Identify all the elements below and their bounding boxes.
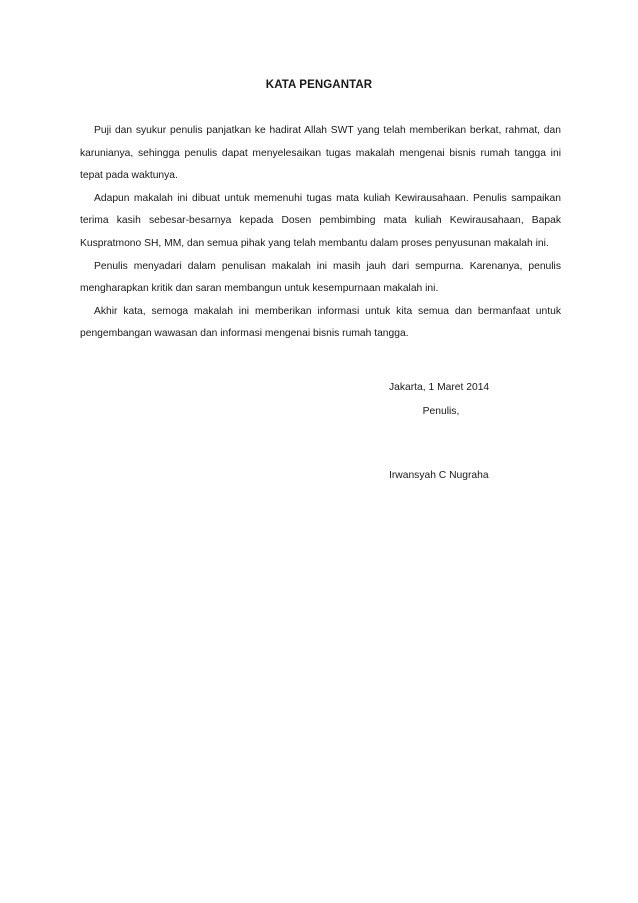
- place-date: Jakarta, 1 Maret 2014: [389, 382, 490, 393]
- signoff: Penulis,: [422, 406, 460, 417]
- body-text: [80, 120, 561, 346]
- signer-name: Irwansyah C Nugraha: [389, 470, 489, 481]
- paragraph-3: Penulis menyadari dalam penulisan makalah ini masih jauh dari sempurna. Karenanya, penulis mengharapkan kritik dan saran membangun untuk kesempurnaan makalah ini.: [80, 260, 561, 295]
- paragraph-4: Akhir kata, semoga makalah ini memberikan informasi untuk kita semua dan bermanfaat untuk pengembangan wawasan dan informasi mengenai bisnis rumah tangga.: [80, 305, 561, 340]
- paragraph-1: Puji dan syukur penulis panjatkan ke hadirat Allah SWT yang telah memberikan berkat, rahmat, dan karunianya, sehingga penulis dapat menyelesaikan tugas makalah mengenai bisnis rumah tangga ini tepat pada waktunya.: [80, 125, 561, 182]
- paragraph-2: Adapun makalah ini dibuat untuk memenuhi tugas mata kuliah Kewirausahaan. Penulis sampaikan terima kasih sebesar-besarnya kepada Dosen pembimbing mata kuliah Kewirausahaan, Bapak Kuspratmono SH, MM, dan semua pihak yang telah membantu dalam proses penyusunan makalah ini.: [80, 192, 561, 249]
- page-title: KATA PENGANTAR: [265, 79, 373, 91]
